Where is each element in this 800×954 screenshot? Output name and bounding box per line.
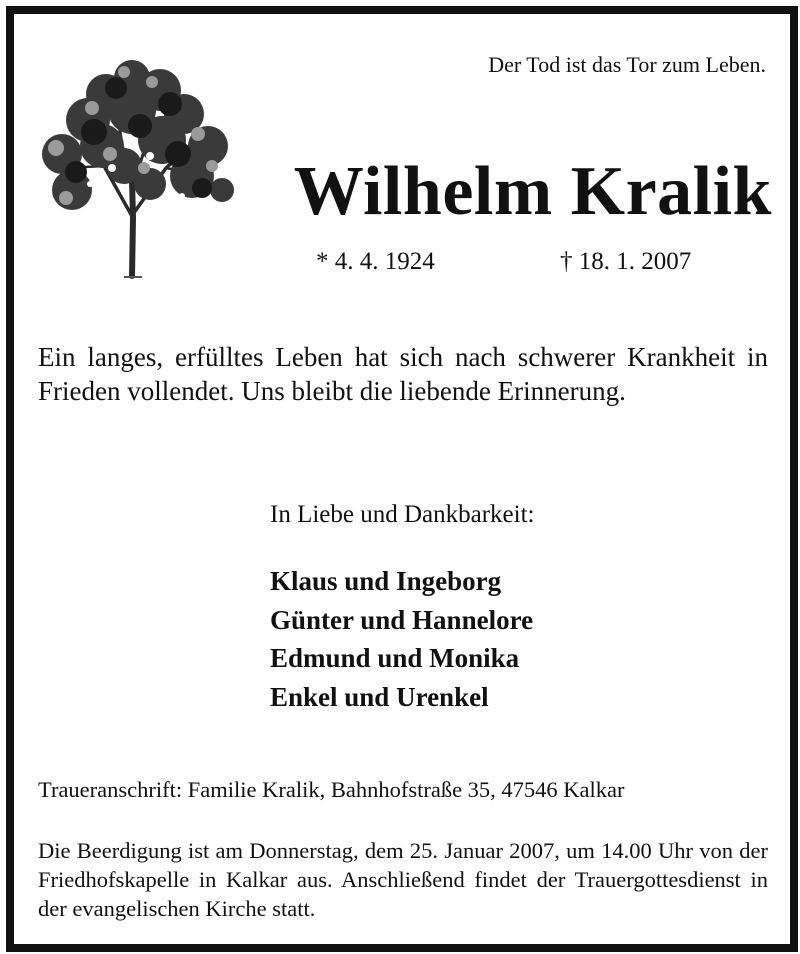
tree-icon (32, 48, 238, 280)
intro-text: Ein langes, erfülltes Leben hat sich nach schwerer Krankheit in Frieden vollendet. Uns bleibt die liebende Erinnerung. (38, 342, 768, 406)
mourner-entry: Edmund und Monika (270, 643, 520, 673)
obituary-frame (6, 6, 798, 952)
mourners-list (270, 562, 533, 716)
thanks-line: In Liebe und Dankbarkeit: (270, 501, 535, 528)
deceased-name: Wilhelm Kralik (293, 153, 772, 230)
mourning-address: Traueranschrift: Familie Kralik, Bahnhofstraße 35, 47546 Kalkar (38, 777, 625, 802)
funeral-info: Die Beerdigung ist am Donnerstag, dem 25. Januar 2007, um 14.00 Uhr von der Friedhofskapelle in Kalkar aus. Anschließend findet der Trauergottesdienst in der evangelischen Kirche statt. (38, 838, 768, 921)
mourner-entry: Klaus und Ingeborg (270, 566, 502, 596)
mourner-entry: Enkel und Urenkel (270, 681, 489, 712)
birth-date: * 4. 4. 1924 (316, 248, 435, 275)
motto: Der Tod ist das Tor zum Leben. (488, 52, 766, 77)
mourner-entry: Günter und Hannelore (270, 604, 534, 635)
death-date: † 18. 1. 2007 (560, 248, 692, 275)
